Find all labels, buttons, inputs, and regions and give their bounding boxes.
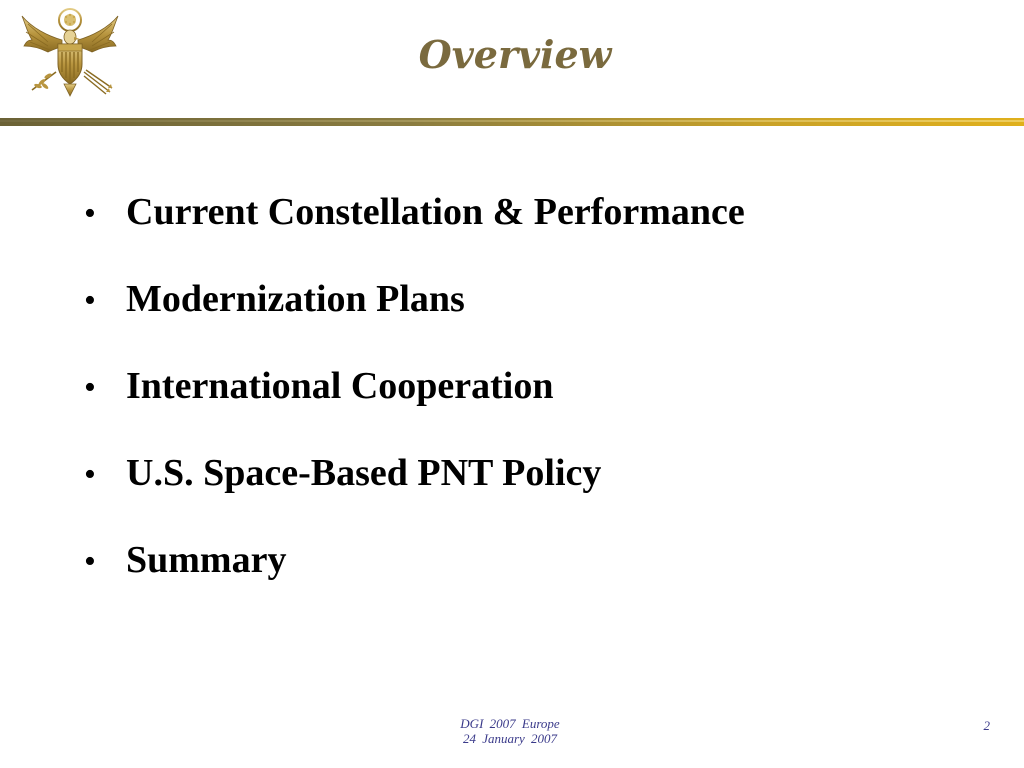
bullet-icon: • [84,282,96,319]
great-seal-eagle-icon [18,6,122,100]
bullet-text: International Cooperation [126,365,554,407]
bullet-item [84,364,745,451]
title-divider-highlight [0,120,1024,122]
bullet-item [84,538,745,625]
bullet-text: Summary [126,539,287,581]
bullet-list [84,190,745,625]
footer-event [400,716,620,746]
bullet-text: U.S. Space-Based PNT Policy [126,452,602,494]
slide-title: Overview [418,32,612,77]
bullet-text: Modernization Plans [126,278,465,320]
bullet-icon: • [84,543,96,580]
footer-event-date: 24 January 2007 [462,731,558,746]
bullet-item [84,451,745,538]
bullet-item [84,190,745,277]
bullet-icon: • [84,456,96,493]
page-number: 2 [983,718,990,733]
footer-event-name: DGI 2007 Europe [460,716,560,731]
bullet-item [84,277,745,364]
bullet-text: Current Constellation & Performance [126,191,745,233]
bullet-icon: • [84,369,96,406]
bullet-icon: • [84,195,96,232]
